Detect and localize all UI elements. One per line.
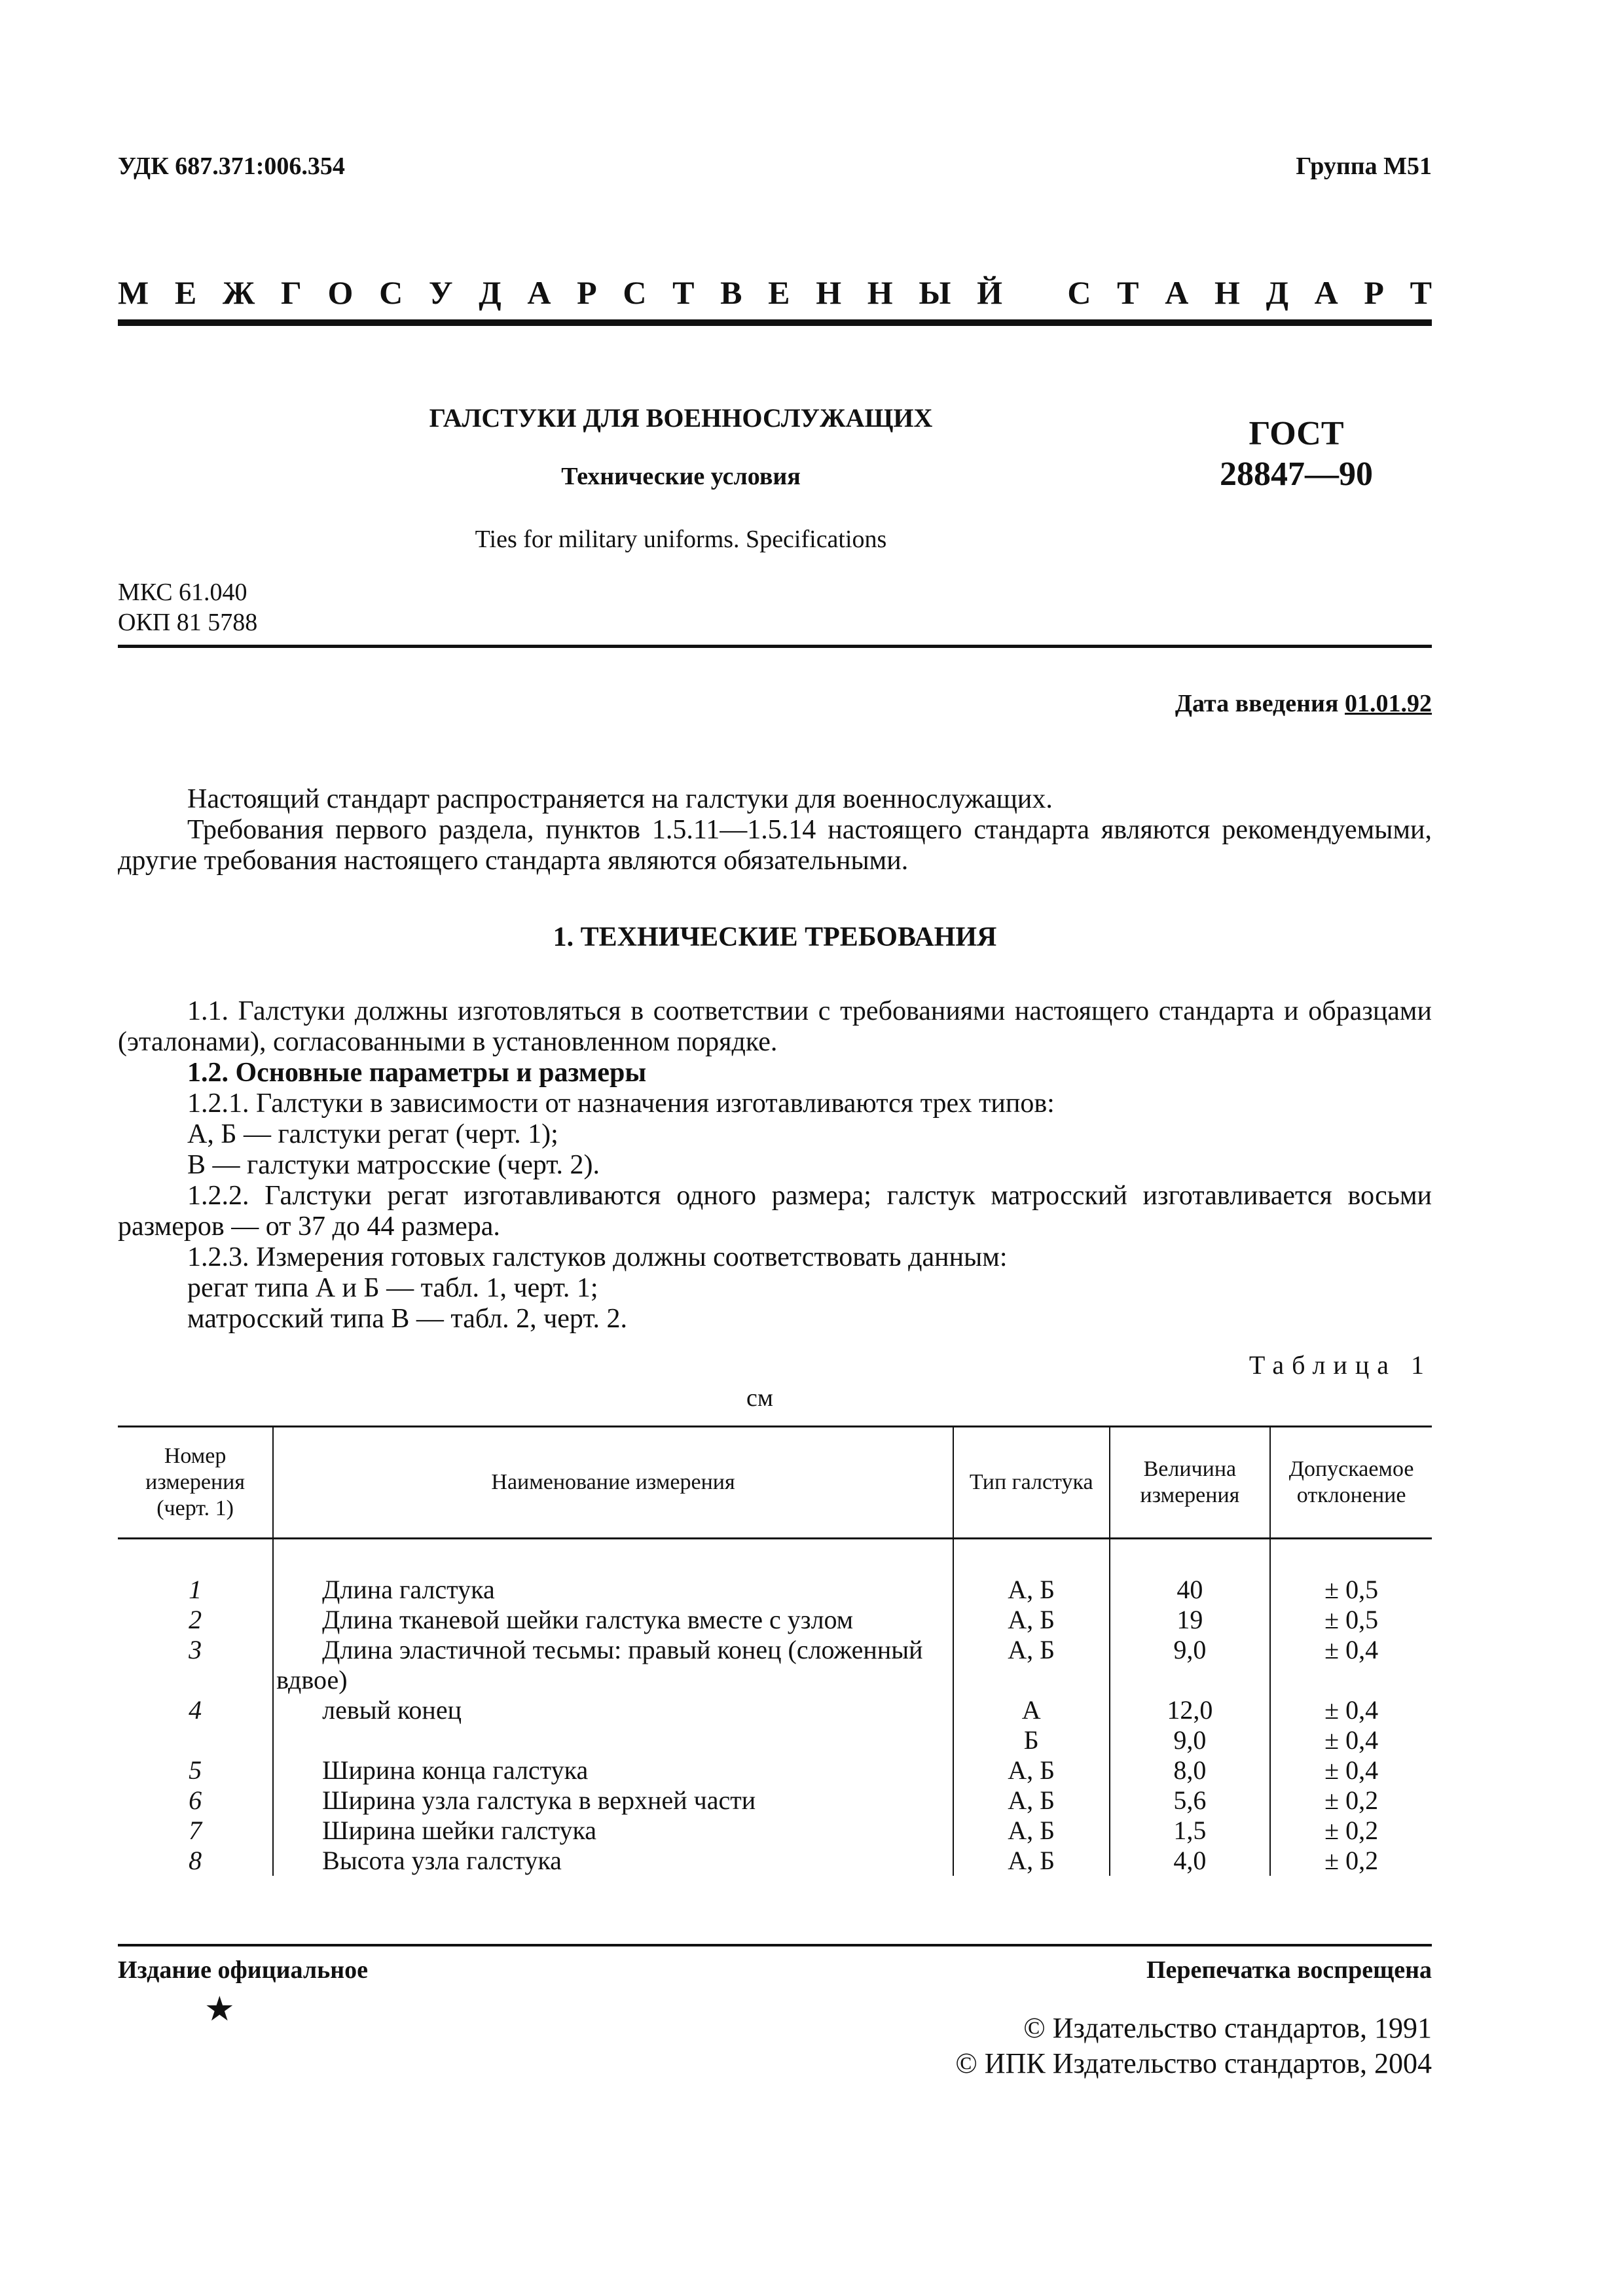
row-name [273, 1725, 953, 1755]
row-number: 4 [189, 1695, 202, 1725]
row-value: 1,5 [1110, 1816, 1271, 1846]
row-name-text: Ширина узла галстука в верхней части [322, 1785, 756, 1815]
row-name [273, 1785, 953, 1816]
table-row [118, 1605, 1432, 1635]
row-type: А, Б [953, 1605, 1110, 1635]
row-tolerance: ± 0,4 [1270, 1755, 1432, 1785]
clause-1-2-1: 1.2.1. Галстуки в зависимости от назначения изготавливаются трех типов: [187, 1088, 1055, 1119]
row-value: 8,0 [1110, 1755, 1271, 1785]
row-number: 3 [189, 1635, 202, 1664]
clause-1-1: 1.1. Галстуки должны изготовляться в соответствии с требованиями настоящего стандарта и образцами (эталонами), согласованными в установленном порядке. [118, 996, 1432, 1057]
row-name-text: Длина тканевой шейки галстука вместе с узлом [322, 1605, 854, 1634]
clause-1-2-1-b: В — галстуки матросские (черт. 2). [187, 1150, 600, 1180]
banner-letter: Е [174, 274, 197, 311]
header-num: Номер измерения (черт. 1) [118, 1427, 273, 1539]
table-row [118, 1695, 1432, 1725]
table-caption: Таблица 1 [1249, 1350, 1432, 1380]
row-name-text: левый конец [322, 1695, 462, 1725]
gost-number [1165, 414, 1427, 495]
banner-letter: У [428, 274, 453, 311]
table-header-row [118, 1427, 1432, 1539]
banner-letter: Ж [222, 274, 255, 311]
header-tolerance: Допускаемое отклонение [1270, 1427, 1432, 1539]
table-row [118, 1846, 1432, 1876]
row-type: А [953, 1695, 1110, 1725]
row-name [273, 1846, 953, 1876]
banner-letter: Н [816, 274, 842, 311]
banner-letter: О [327, 274, 354, 311]
banner-letter: Т [1117, 274, 1139, 311]
row-type: Б [953, 1725, 1110, 1755]
row-type: А, Б [953, 1846, 1110, 1876]
banner-letter: С [379, 274, 403, 311]
row-tolerance: ± 0,5 [1270, 1605, 1432, 1635]
intro-text [118, 784, 1432, 876]
row-value: 12,0 [1110, 1695, 1271, 1725]
section1-text [118, 996, 1432, 1335]
banner-letter: С [1067, 274, 1091, 311]
row-tolerance: ± 0,2 [1270, 1846, 1432, 1876]
row-name-text: Длина галстука [322, 1575, 495, 1604]
row-value: 40 [1110, 1539, 1271, 1605]
okp-code: ОКП 81 5788 [118, 609, 258, 636]
effective-date [1175, 689, 1432, 718]
table-row [118, 1755, 1432, 1785]
banner-letter: А [527, 274, 551, 311]
row-name-text: Высота узла галстука [322, 1846, 562, 1875]
copyright-line: © ИПК Издательство стандартов, 2004 [955, 2047, 1432, 2079]
row-tolerance: ± 0,4 [1270, 1695, 1432, 1725]
row-name [273, 1816, 953, 1846]
row-value: 9,0 [1110, 1725, 1271, 1755]
row-type: А, Б [953, 1785, 1110, 1816]
banner-letter: С [623, 274, 647, 311]
banner-letter: Р [577, 274, 597, 311]
udk-code: УДК 687.371:006.354 [118, 152, 345, 180]
row-value: 5,6 [1110, 1785, 1271, 1816]
row-type: А, Б [953, 1539, 1110, 1605]
footer-rule [118, 1944, 1432, 1946]
banner-letter: Д [1266, 274, 1288, 311]
row-name-text: Ширина шейки галстука [322, 1816, 597, 1845]
table-row [118, 1635, 1432, 1695]
row-name [273, 1635, 953, 1695]
row-tolerance: ± 0,5 [1270, 1539, 1432, 1605]
table-row [118, 1785, 1432, 1816]
banner-gap [1029, 274, 1042, 312]
standard-banner [118, 274, 1432, 312]
clause-1-2-1-a: А, Б — галстуки регат (черт. 1); [187, 1119, 558, 1149]
mks-code: МКС 61.040 [118, 579, 247, 606]
clause-1-2: 1.2. Основные параметры и размеры [187, 1058, 647, 1088]
row-tolerance: ± 0,4 [1270, 1635, 1432, 1695]
row-name [273, 1539, 953, 1605]
gost-value: 28847—90 [1220, 456, 1373, 493]
row-name [273, 1755, 953, 1785]
group-code: Группа М51 [1296, 152, 1432, 180]
title-rule [118, 645, 1432, 648]
banner-letter: Н [867, 274, 893, 311]
classification-codes [118, 577, 257, 637]
banner-letter: Т [672, 274, 695, 311]
table-row [118, 1816, 1432, 1846]
row-name-text [276, 1725, 322, 1755]
document-subtitle: Технические условия [561, 463, 801, 490]
intro-paragraph: Настоящий стандарт распространяется на галстуки для военнослужащих. [187, 784, 1053, 814]
clause-1-2-3-a: регат типа А и Б — табл. 1, черт. 1; [187, 1273, 598, 1303]
star-icon: ★ [204, 1991, 235, 2028]
row-type: А, Б [953, 1635, 1110, 1695]
row-number: 7 [189, 1816, 202, 1845]
banner-letter: Ы [919, 274, 951, 311]
gost-label: ГОСТ [1249, 415, 1344, 452]
banner-letter: В [720, 274, 742, 311]
row-tolerance: ± 0,2 [1270, 1785, 1432, 1816]
date-value: 01.01.92 [1345, 690, 1432, 717]
banner-letter: А [1314, 274, 1338, 311]
table-row [118, 1539, 1432, 1605]
banner-letter: Т [1410, 274, 1432, 311]
official-edition: Издание официальное [118, 1956, 369, 1984]
measurements-table [118, 1426, 1432, 1876]
banner-letter: А [1165, 274, 1189, 311]
row-type: А, Б [953, 1816, 1110, 1846]
row-number: 8 [189, 1846, 202, 1875]
banner-letter: Д [479, 274, 501, 311]
banner-letter: Н [1214, 274, 1240, 311]
row-name-text: Длина эластичной тесьмы: правый конец (сложенный вдвое) [276, 1635, 923, 1695]
row-number: 6 [189, 1785, 202, 1815]
reprint-notice: Перепечатка воспрещена [1146, 1956, 1432, 1984]
intro-paragraph: Требования первого раздела, пунктов 1.5.11—1.5.14 настоящего стандарта являются рекомендуемыми, другие требования настоящего стандарта являются обязательными. [118, 815, 1432, 876]
english-title: Ties for military uniforms. Specifications [475, 526, 887, 553]
row-value: 4,0 [1110, 1846, 1271, 1876]
banner-letter: Е [768, 274, 790, 311]
date-label: Дата введения [1175, 690, 1339, 717]
row-type: А, Б [953, 1755, 1110, 1785]
copyright-line: © Издательство стандартов, 1991 [1023, 2012, 1432, 2044]
row-tolerance: ± 0,4 [1270, 1725, 1432, 1755]
row-number: 2 [189, 1605, 202, 1634]
row-name [273, 1695, 953, 1725]
banner-letter: М [118, 274, 149, 311]
header-name: Наименование измерения [273, 1427, 953, 1539]
table-unit: см [746, 1384, 773, 1412]
header-type: Тип галстука [953, 1427, 1110, 1539]
row-value: 19 [1110, 1605, 1271, 1635]
row-number: 5 [189, 1755, 202, 1785]
header-value: Величина измерения [1110, 1427, 1271, 1539]
row-number: 1 [189, 1575, 202, 1604]
banner-letter: Г [281, 274, 302, 311]
row-name [273, 1605, 953, 1635]
clause-1-2-2: 1.2.2. Галстуки регат изготавливаются одного размера; галстук матросский изготавливается восьми размеров — от 37 до 44 размера. [118, 1181, 1432, 1242]
row-name-text: Ширина конца галстука [322, 1755, 589, 1785]
banner-rule [118, 319, 1432, 326]
table-row [118, 1725, 1432, 1755]
row-value: 9,0 [1110, 1635, 1271, 1695]
row-number [118, 1725, 273, 1755]
banner-letter: Й [977, 274, 1003, 311]
clause-1-2-3-b: матросский типа В — табл. 2, черт. 2. [187, 1304, 628, 1334]
copyright-block [955, 2011, 1432, 2081]
section-title: 1. ТЕХНИЧЕСКИЕ ТРЕБОВАНИЯ [553, 922, 997, 952]
clause-1-2-3: 1.2.3. Измерения готовых галстуков должны соответствовать данным: [187, 1242, 1008, 1272]
document-title: ГАЛСТУКИ ДЛЯ ВОЕННОСЛУЖАЩИХ [429, 403, 933, 433]
row-tolerance: ± 0,2 [1270, 1816, 1432, 1846]
banner-letter: Р [1364, 274, 1384, 311]
